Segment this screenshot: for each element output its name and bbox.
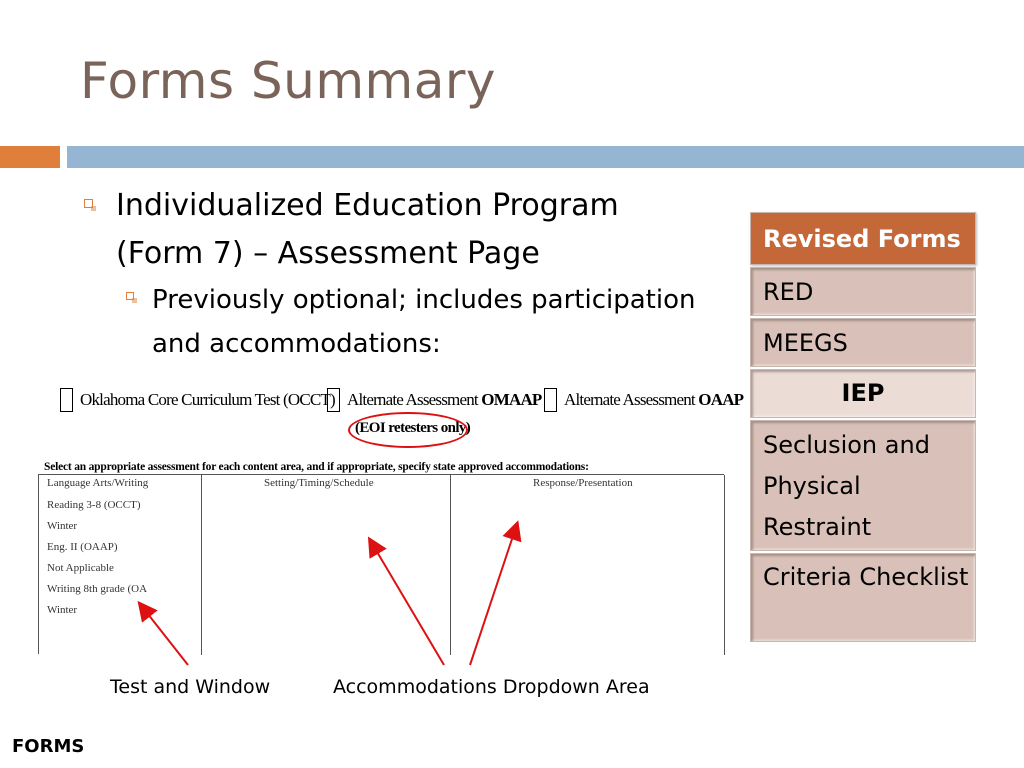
revised-form-red: RED	[750, 267, 976, 316]
eoi-highlight-circle	[348, 412, 471, 448]
eoi-retesters-note: (EOI retesters only)	[355, 420, 471, 436]
response-presentation-column[interactable]	[451, 475, 725, 655]
omaap-label-bold: OMAAP	[481, 390, 542, 409]
bullet-iep-form: Individualized Education Program (Form 7) – Assessment Page	[116, 188, 619, 271]
revised-form-seclusion: Seclusion and Physical Restraint	[750, 420, 976, 551]
dropdown-option[interactable]: Reading 3-8 (OCCT)	[47, 499, 141, 511]
dropdown-option[interactable]: Winter	[47, 604, 78, 616]
assessment-form-table	[38, 474, 724, 654]
accent-bar-orange	[0, 146, 60, 168]
dropdown-option[interactable]: Eng. II (OAAP)	[47, 541, 118, 553]
slide-title: Forms Summary	[80, 52, 497, 110]
setting-timing-column[interactable]	[202, 475, 451, 655]
omaap-label	[347, 390, 542, 410]
form-instruction: Select an appropriate assessment for each content area, and if appropriate, specify state approved accommodations:	[44, 461, 589, 473]
column-header: Language Arts/Writing	[47, 477, 149, 489]
caption-accommodations: Accommodations Dropdown Area	[333, 676, 650, 698]
square-bullet-icon	[126, 292, 134, 300]
language-arts-column	[39, 475, 202, 655]
column-header: Response/Presentation	[533, 477, 633, 489]
dropdown-option[interactable]: Writing 8th grade (OA	[47, 583, 148, 595]
oaap-label-bold: OAAP	[698, 390, 744, 409]
dropdown-option[interactable]: Winter	[47, 520, 78, 532]
revised-form-meegs: MEEGS	[750, 318, 976, 367]
square-bullet-icon	[84, 199, 93, 208]
occt-checkbox[interactable]	[60, 388, 73, 412]
revised-forms-header: Revised Forms	[750, 212, 976, 265]
omaap-checkbox[interactable]	[327, 388, 340, 412]
oaap-checkbox[interactable]	[544, 388, 557, 412]
caption-test-window: Test and Window	[110, 676, 271, 698]
oaap-label	[564, 390, 743, 410]
sub-bullet-participation	[152, 278, 712, 366]
omaap-label-prefix: Alternate Assessment	[347, 390, 482, 409]
revised-form-criteria: Criteria Checklist	[750, 553, 976, 642]
column-header: Setting/Timing/Schedule	[264, 477, 374, 489]
revised-form-iep: IEP	[750, 369, 976, 418]
footer-label: FORMS	[12, 736, 85, 757]
sub-bullet-text: Previously optional; includes participation and accommodations:	[152, 285, 696, 359]
accent-bar-blue	[67, 146, 1024, 168]
dropdown-option[interactable]: Not Applicable	[47, 562, 114, 574]
oaap-label-prefix: Alternate Assessment	[564, 390, 699, 409]
occt-label: Oklahoma Core Curriculum Test (OCCT)	[80, 390, 335, 409]
